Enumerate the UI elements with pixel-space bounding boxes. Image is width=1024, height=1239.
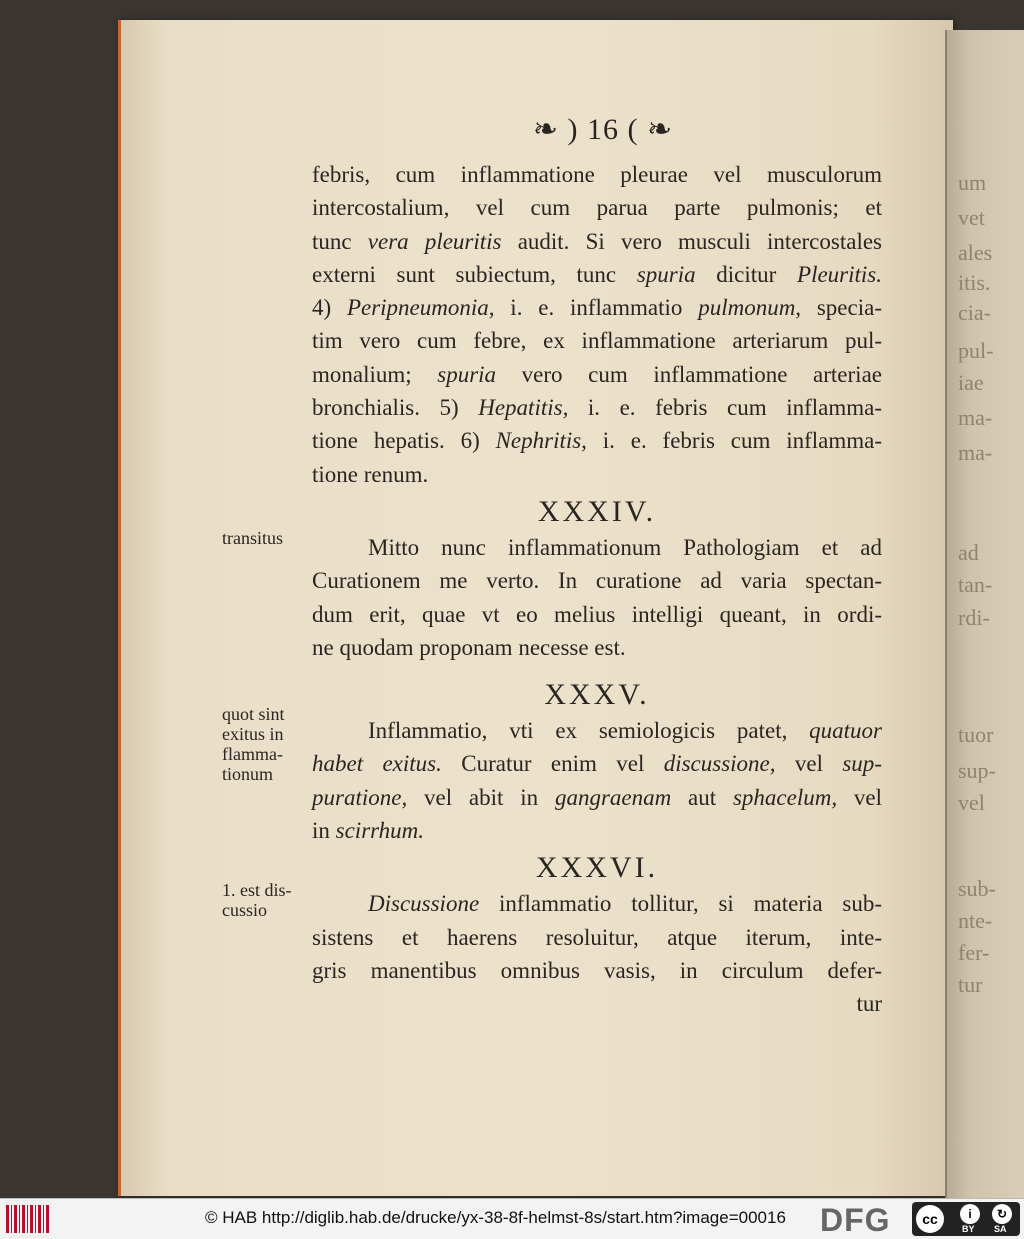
text-line: gris manentibus omnibus vasis, in circulum defer- (312, 957, 882, 983)
ghost-word: sub- (958, 876, 996, 901)
ghost-word: tur (958, 972, 983, 997)
ghost-word: vel (958, 790, 985, 815)
text-line: Inflammatio, vti ex semiologicis patet, quatuor (368, 718, 882, 744)
ghost-word: ma- (958, 440, 993, 465)
text-line: ne quodam proponam necesse est. (312, 634, 626, 660)
footer-bar (0, 1198, 1024, 1239)
cc-icon: cc (916, 1205, 944, 1233)
cc-license-badge[interactable] (912, 1202, 1020, 1236)
section-heading-xxxv: XXXV. (544, 678, 650, 712)
ghost-word: vet (958, 205, 985, 230)
copyright-link[interactable]: © HAB http://diglib.hab.de/drucke/yx-38-8f-helmst-8s/start.htm?image=00016 (205, 1208, 786, 1227)
margin-note-exitus: quot sint exitus in flamma-tionum (222, 704, 285, 784)
section-heading-xxxiv: XXXIV. (537, 494, 657, 528)
text-line: tione renum. (312, 461, 429, 487)
text-line: febris, cum inflammatione pleurae vel musculorum (312, 162, 882, 187)
attribution-icon: i (960, 1204, 980, 1224)
text-line: tunc vera pleuritis audit. Si vero musculi intercostales (312, 228, 882, 254)
ghost-word: rdi- (958, 605, 990, 630)
ghost-word: ales (958, 240, 993, 265)
ghost-word: itis. (958, 270, 991, 295)
text-line: dum erit, quae vt eo melius intelligi queant, in ordi- (312, 601, 882, 627)
catchword: tur (856, 991, 882, 1017)
text-line: in scirrhum. (312, 818, 425, 844)
text-line: Curationem me verto. In curatione ad varia spectan- (312, 568, 882, 594)
ghost-word: iae (958, 370, 984, 395)
text-line: intercostalium, vel cum parua parte pulmonis; et (312, 195, 882, 221)
text-line: sistens et haerens resoluitur, atque iterum, inte- (312, 924, 882, 950)
text-line: puratione, vel abit in gangraenam aut sphacelum, vel (312, 784, 882, 810)
ghost-word: ad (958, 540, 979, 565)
ghost-word: tuor (958, 722, 994, 747)
text-line: monalium; spuria vero cum inflammatione arteriae (312, 361, 882, 387)
page-body (312, 158, 882, 1021)
hab-logo-icon (6, 1205, 50, 1233)
margin-note-discussio: 1. est dis-cussio (222, 880, 292, 920)
ghost-word: ma- (958, 405, 993, 430)
page-header: ❧ ) 16 ( ❧ (532, 113, 674, 146)
text-line: Discussione inflammatio tollitur, si materia sub- (368, 891, 882, 917)
share-alike-icon: ↻ (992, 1204, 1012, 1224)
margin-note-transitus: transitus (222, 528, 283, 548)
text-line: externi sunt subiectum, tunc spuria dicitur Pleuritis. (312, 261, 882, 287)
ghost-word: nte- (958, 908, 993, 933)
text-line: 4) Peripneumonia, i. e. inflammatio pulmonum, specia- (312, 295, 882, 321)
by-label: BY (962, 1224, 975, 1234)
text-line: habet exitus. Curatur enim vel discussione, vel sup- (312, 751, 882, 777)
ghost-word: pul- (958, 338, 994, 363)
text-line: tione hepatis. 6) Nephritis, i. e. febris cum inflamma- (312, 428, 882, 454)
ghost-word: tan- (958, 572, 993, 597)
sa-label: SA (994, 1224, 1007, 1234)
section-heading-xxxvi: XXXVI. (535, 851, 659, 885)
ghost-word: sup- (958, 758, 996, 783)
text-line: tim vero cum febre, ex inflammatione arteriarum pul- (312, 328, 882, 354)
ghost-word: fer- (958, 940, 990, 965)
text-line: Mitto nunc inflammationum Pathologiam et ad (368, 534, 882, 560)
ghost-word: cia- (958, 300, 991, 325)
dfg-logo: DFG (820, 1202, 891, 1238)
ghost-word: um (958, 170, 987, 195)
text-line: bronchialis. 5) Hepatitis, i. e. febris cum inflamma- (312, 395, 882, 421)
